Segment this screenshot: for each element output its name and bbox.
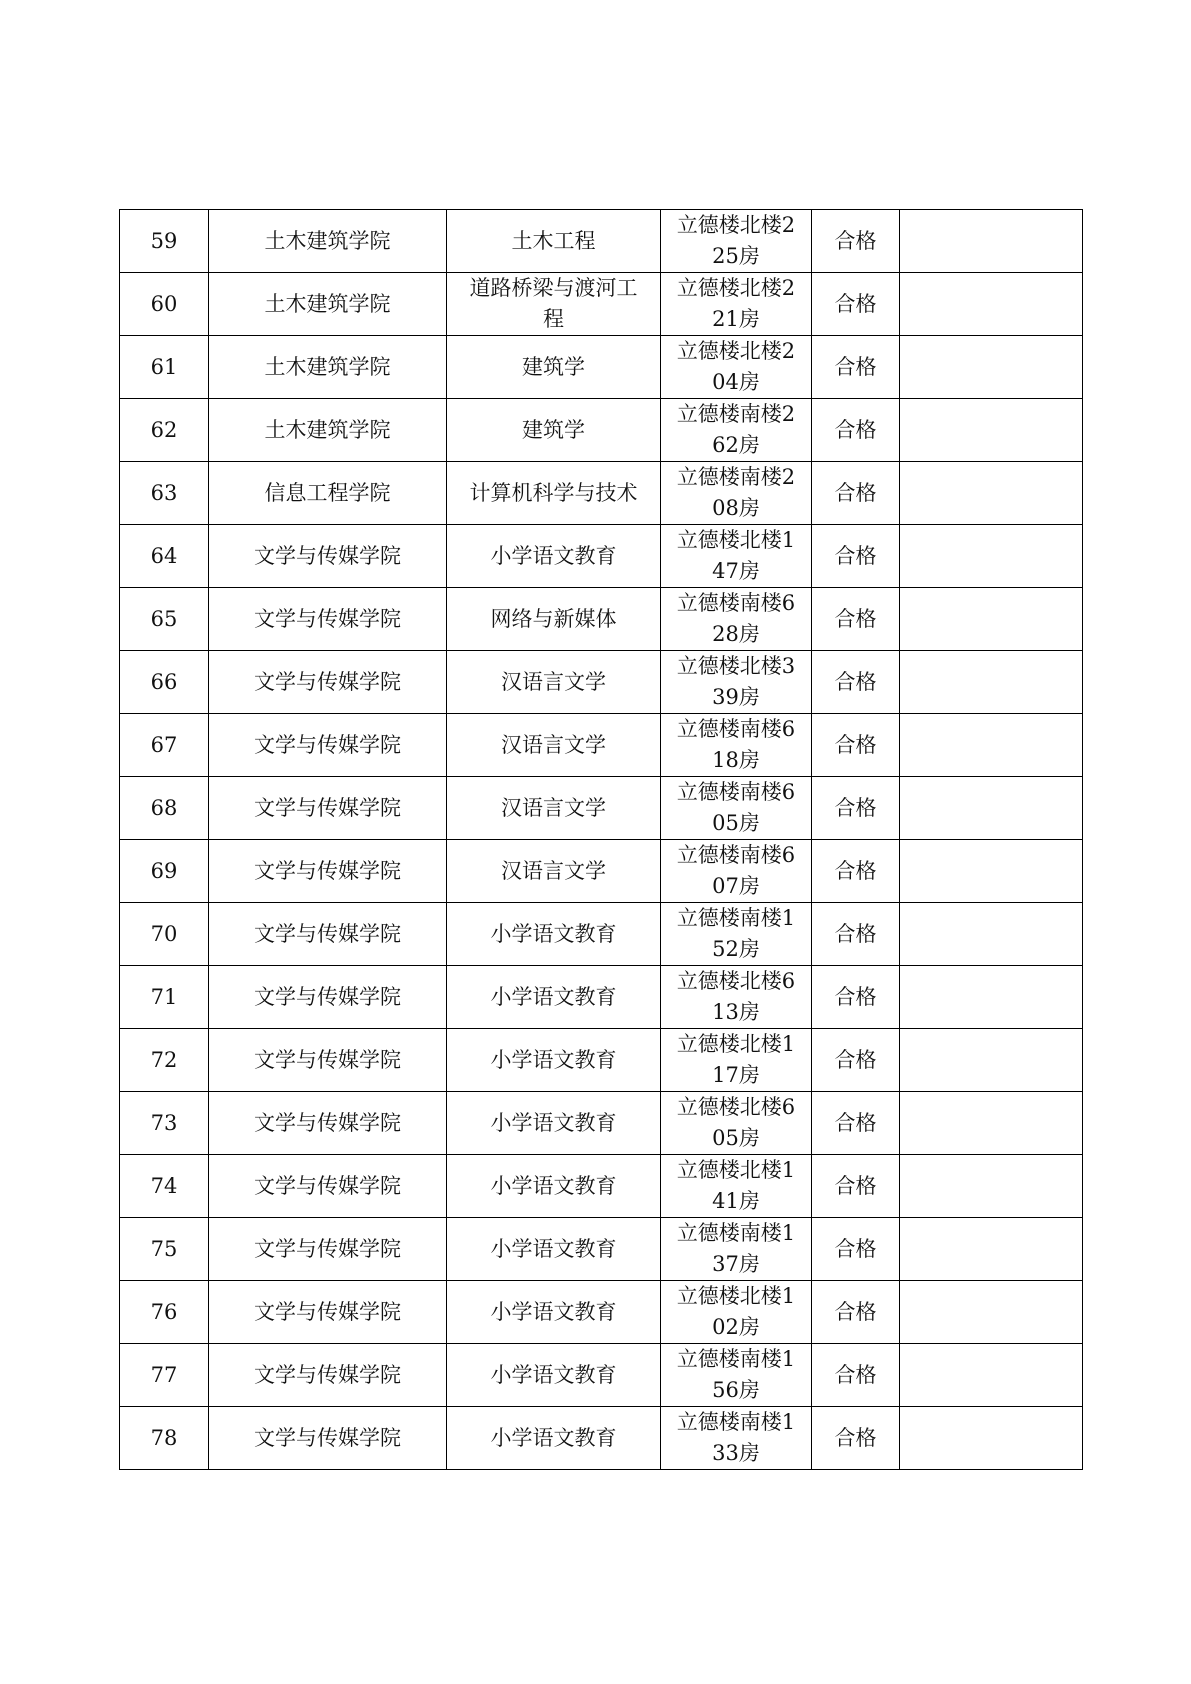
major-cell-text: 小学语文教育 (490, 1236, 617, 1261)
row-number-cell-text: 75 (150, 1236, 178, 1261)
result-cell-text: 合格 (834, 795, 877, 820)
room-cell (661, 525, 812, 588)
room-cell (661, 1155, 812, 1218)
room-cell (661, 588, 812, 651)
college-cell-text: 文学与传媒学院 (254, 1236, 401, 1261)
result-cell-text: 合格 (834, 606, 877, 631)
college-cell-text: 文学与传媒学院 (254, 984, 401, 1009)
table-row (120, 840, 1083, 903)
row-number-cell (120, 1029, 209, 1092)
room-cell (661, 1407, 812, 1470)
major-cell-text: 小学语文教育 (490, 1425, 617, 1450)
room-cell-text: 立德楼南楼133房 (676, 1410, 796, 1465)
major-cell-text: 建筑学 (522, 354, 585, 379)
table-row (120, 651, 1083, 714)
row-number-cell-text: 76 (150, 1299, 178, 1324)
major-cell (447, 273, 661, 336)
result-cell-text: 合格 (834, 984, 877, 1009)
row-number-cell-text: 59 (150, 228, 178, 253)
remark-cell (900, 1029, 1083, 1092)
result-cell-text: 合格 (834, 1173, 877, 1198)
result-cell-text: 合格 (834, 1047, 877, 1072)
room-cell (661, 1029, 812, 1092)
room-cell-text: 立德楼南楼208房 (676, 465, 796, 520)
room-cell (661, 336, 812, 399)
row-number-cell (120, 1407, 209, 1470)
row-number-cell-text: 78 (150, 1425, 178, 1450)
college-cell-text: 文学与传媒学院 (254, 1047, 401, 1072)
row-number-cell (120, 399, 209, 462)
row-number-cell-text: 63 (150, 480, 178, 505)
major-cell (447, 399, 661, 462)
row-number-cell-text: 72 (150, 1047, 178, 1072)
room-cell-text: 立德楼南楼152房 (676, 906, 796, 961)
result-cell (812, 966, 900, 1029)
result-cell-text: 合格 (834, 291, 877, 316)
result-cell (812, 1407, 900, 1470)
remark-cell (900, 462, 1083, 525)
room-cell (661, 1092, 812, 1155)
remark-cell (900, 966, 1083, 1029)
major-cell-text: 小学语文教育 (490, 1299, 617, 1324)
remark-cell (900, 1281, 1083, 1344)
table-row (120, 1029, 1083, 1092)
result-cell-text: 合格 (834, 1236, 877, 1261)
college-cell-text: 文学与传媒学院 (254, 858, 401, 883)
row-number-cell-text: 73 (150, 1110, 178, 1135)
row-number-cell (120, 1155, 209, 1218)
table-row (120, 588, 1083, 651)
major-cell (447, 714, 661, 777)
remark-cell (900, 399, 1083, 462)
college-cell (209, 588, 447, 651)
room-cell (661, 903, 812, 966)
room-cell-text: 立德楼北楼605房 (676, 1095, 796, 1150)
row-number-cell (120, 210, 209, 273)
major-cell-text: 土木工程 (511, 228, 596, 253)
remark-cell (900, 1344, 1083, 1407)
college-cell (209, 777, 447, 840)
college-cell (209, 399, 447, 462)
row-number-cell (120, 651, 209, 714)
result-cell-text: 合格 (834, 228, 877, 253)
room-cell-text: 立德楼北楼225房 (676, 213, 796, 268)
major-cell (447, 1344, 661, 1407)
result-cell (812, 210, 900, 273)
remark-cell (900, 588, 1083, 651)
table-row (120, 525, 1083, 588)
remark-cell (900, 1092, 1083, 1155)
table-row (120, 714, 1083, 777)
table-row (120, 1344, 1083, 1407)
remark-cell (900, 840, 1083, 903)
row-number-cell (120, 1092, 209, 1155)
table-row (120, 903, 1083, 966)
room-cell-text: 立德楼南楼605房 (676, 780, 796, 835)
remark-cell (900, 1407, 1083, 1470)
room-cell-text: 立德楼北楼613房 (676, 969, 796, 1024)
remark-cell (900, 336, 1083, 399)
result-cell (812, 1281, 900, 1344)
table-row (120, 966, 1083, 1029)
table-row (120, 210, 1083, 273)
college-cell-text: 文学与传媒学院 (254, 543, 401, 568)
row-number-cell (120, 903, 209, 966)
result-cell (812, 588, 900, 651)
result-cell (812, 1344, 900, 1407)
table-row (120, 1155, 1083, 1218)
row-number-cell-text: 71 (150, 984, 178, 1009)
row-number-cell-text: 64 (150, 543, 178, 568)
college-cell (209, 903, 447, 966)
major-cell (447, 210, 661, 273)
major-cell (447, 1407, 661, 1470)
room-cell (661, 462, 812, 525)
table-row (120, 1407, 1083, 1470)
result-cell-text: 合格 (834, 921, 877, 946)
college-cell (209, 840, 447, 903)
result-cell-text: 合格 (834, 1299, 877, 1324)
major-cell (447, 1218, 661, 1281)
room-cell-text: 立德楼北楼141房 (676, 1158, 796, 1213)
row-number-cell (120, 1218, 209, 1281)
result-cell-text: 合格 (834, 669, 877, 694)
college-cell-text: 文学与传媒学院 (254, 1362, 401, 1387)
major-cell-text: 小学语文教育 (490, 1173, 617, 1198)
row-number-cell (120, 966, 209, 1029)
row-number-cell (120, 1344, 209, 1407)
college-cell-text: 土木建筑学院 (264, 417, 391, 442)
remark-cell (900, 714, 1083, 777)
row-number-cell-text: 74 (150, 1173, 178, 1198)
college-cell (209, 966, 447, 1029)
room-cell-text: 立德楼北楼102房 (676, 1284, 796, 1339)
result-cell-text: 合格 (834, 1425, 877, 1450)
result-cell (812, 714, 900, 777)
row-number-cell-text: 68 (150, 795, 178, 820)
major-cell (447, 903, 661, 966)
room-cell-text: 立德楼北楼117房 (676, 1032, 796, 1087)
room-cell-text: 立德楼南楼137房 (676, 1221, 796, 1276)
row-number-cell (120, 588, 209, 651)
college-cell (209, 336, 447, 399)
major-cell (447, 1092, 661, 1155)
major-cell (447, 777, 661, 840)
result-cell-text: 合格 (834, 732, 877, 757)
college-cell-text: 土木建筑学院 (264, 354, 391, 379)
room-cell (661, 1281, 812, 1344)
college-cell-text: 文学与传媒学院 (254, 795, 401, 820)
result-cell (812, 1155, 900, 1218)
major-cell (447, 462, 661, 525)
college-cell (209, 273, 447, 336)
table-body (120, 210, 1083, 1470)
room-cell-text: 立德楼北楼339房 (676, 654, 796, 709)
major-cell-text: 小学语文教育 (490, 984, 617, 1009)
result-cell-text: 合格 (834, 354, 877, 379)
remark-cell (900, 210, 1083, 273)
college-cell-text: 文学与传媒学院 (254, 1425, 401, 1450)
table-row (120, 399, 1083, 462)
major-cell-text: 小学语文教育 (490, 1362, 617, 1387)
result-cell (812, 273, 900, 336)
college-cell-text: 土木建筑学院 (264, 291, 391, 316)
college-cell-text: 文学与传媒学院 (254, 669, 401, 694)
major-cell (447, 1281, 661, 1344)
row-number-cell-text: 69 (150, 858, 178, 883)
major-cell-text: 汉语言文学 (501, 858, 606, 883)
college-cell-text: 土木建筑学院 (264, 228, 391, 253)
room-cell (661, 1344, 812, 1407)
result-cell (812, 399, 900, 462)
table-row (120, 777, 1083, 840)
room-cell (661, 714, 812, 777)
row-number-cell-text: 70 (150, 921, 178, 946)
result-cell (812, 903, 900, 966)
college-cell-text: 文学与传媒学院 (254, 1110, 401, 1135)
result-cell-text: 合格 (834, 543, 877, 568)
row-number-cell-text: 66 (150, 669, 178, 694)
result-cell-text: 合格 (834, 417, 877, 442)
row-number-cell-text: 62 (150, 417, 178, 442)
row-number-cell (120, 777, 209, 840)
major-cell-text: 小学语文教育 (490, 1110, 617, 1135)
table-row (120, 273, 1083, 336)
row-number-cell (120, 336, 209, 399)
college-cell (209, 1218, 447, 1281)
row-number-cell-text: 61 (150, 354, 178, 379)
college-cell (209, 1029, 447, 1092)
college-cell (209, 462, 447, 525)
room-cell-text: 立德楼南楼607房 (676, 843, 796, 898)
major-cell (447, 525, 661, 588)
major-cell (447, 966, 661, 1029)
college-cell-text: 文学与传媒学院 (254, 921, 401, 946)
college-cell-text: 文学与传媒学院 (254, 606, 401, 631)
room-cell-text: 立德楼北楼204房 (676, 339, 796, 394)
major-cell-text: 计算机科学与技术 (469, 480, 638, 505)
college-cell (209, 210, 447, 273)
room-cell-text: 立德楼南楼628房 (676, 591, 796, 646)
major-cell (447, 588, 661, 651)
college-cell (209, 1407, 447, 1470)
remark-cell (900, 777, 1083, 840)
remark-cell (900, 651, 1083, 714)
major-cell (447, 1155, 661, 1218)
room-cell-text: 立德楼北楼147房 (676, 528, 796, 583)
major-cell-text: 小学语文教育 (490, 543, 617, 568)
row-number-cell-text: 67 (150, 732, 178, 757)
row-number-cell (120, 273, 209, 336)
college-cell-text: 文学与传媒学院 (254, 1173, 401, 1198)
result-cell (812, 336, 900, 399)
major-cell-text: 网络与新媒体 (490, 606, 617, 631)
row-number-cell-text: 60 (150, 291, 178, 316)
college-cell-text: 文学与传媒学院 (254, 732, 401, 757)
major-cell-text: 汉语言文学 (501, 795, 606, 820)
college-cell (209, 1092, 447, 1155)
remark-cell (900, 273, 1083, 336)
room-cell-text: 立德楼南楼262房 (676, 402, 796, 457)
row-number-cell (120, 1281, 209, 1344)
result-cell (812, 840, 900, 903)
result-cell-text: 合格 (834, 858, 877, 883)
table-row (120, 1092, 1083, 1155)
major-cell-text: 汉语言文学 (501, 732, 606, 757)
major-cell (447, 336, 661, 399)
result-cell-text: 合格 (834, 480, 877, 505)
college-cell (209, 1281, 447, 1344)
result-cell (812, 777, 900, 840)
college-cell (209, 525, 447, 588)
row-number-cell (120, 840, 209, 903)
college-cell (209, 1344, 447, 1407)
college-cell (209, 1155, 447, 1218)
room-cell-text: 立德楼南楼156房 (676, 1347, 796, 1402)
major-cell-text: 小学语文教育 (490, 921, 617, 946)
major-cell-text: 小学语文教育 (490, 1047, 617, 1072)
college-cell (209, 651, 447, 714)
remark-cell (900, 1155, 1083, 1218)
remark-cell (900, 903, 1083, 966)
row-number-cell (120, 714, 209, 777)
room-cell (661, 966, 812, 1029)
college-cell (209, 714, 447, 777)
result-cell (812, 1029, 900, 1092)
result-cell (812, 651, 900, 714)
room-cell (661, 651, 812, 714)
table-row (120, 462, 1083, 525)
major-cell (447, 840, 661, 903)
college-cell-text: 信息工程学院 (264, 480, 391, 505)
room-cell (661, 1218, 812, 1281)
table-row (120, 1218, 1083, 1281)
major-cell (447, 1029, 661, 1092)
result-cell (812, 462, 900, 525)
major-cell-text: 汉语言文学 (501, 669, 606, 694)
room-cell-text: 立德楼南楼618房 (676, 717, 796, 772)
room-cell (661, 399, 812, 462)
table-row (120, 1281, 1083, 1344)
result-cell-text: 合格 (834, 1110, 877, 1135)
table-row (120, 336, 1083, 399)
row-number-cell (120, 525, 209, 588)
result-cell (812, 525, 900, 588)
row-number-cell-text: 65 (150, 606, 178, 631)
college-cell-text: 文学与传媒学院 (254, 1299, 401, 1324)
result-cell (812, 1218, 900, 1281)
room-cell (661, 273, 812, 336)
remark-cell (900, 525, 1083, 588)
row-number-cell-text: 77 (150, 1362, 178, 1387)
room-cell-text: 立德楼北楼221房 (676, 276, 796, 331)
results-table (119, 209, 1083, 1470)
row-number-cell (120, 462, 209, 525)
major-cell (447, 651, 661, 714)
result-cell (812, 1092, 900, 1155)
room-cell (661, 840, 812, 903)
room-cell (661, 210, 812, 273)
major-cell-text: 道路桥梁与渡河工程 (469, 276, 638, 331)
major-cell-text: 建筑学 (522, 417, 585, 442)
result-cell-text: 合格 (834, 1362, 877, 1387)
remark-cell (900, 1218, 1083, 1281)
room-cell (661, 777, 812, 840)
